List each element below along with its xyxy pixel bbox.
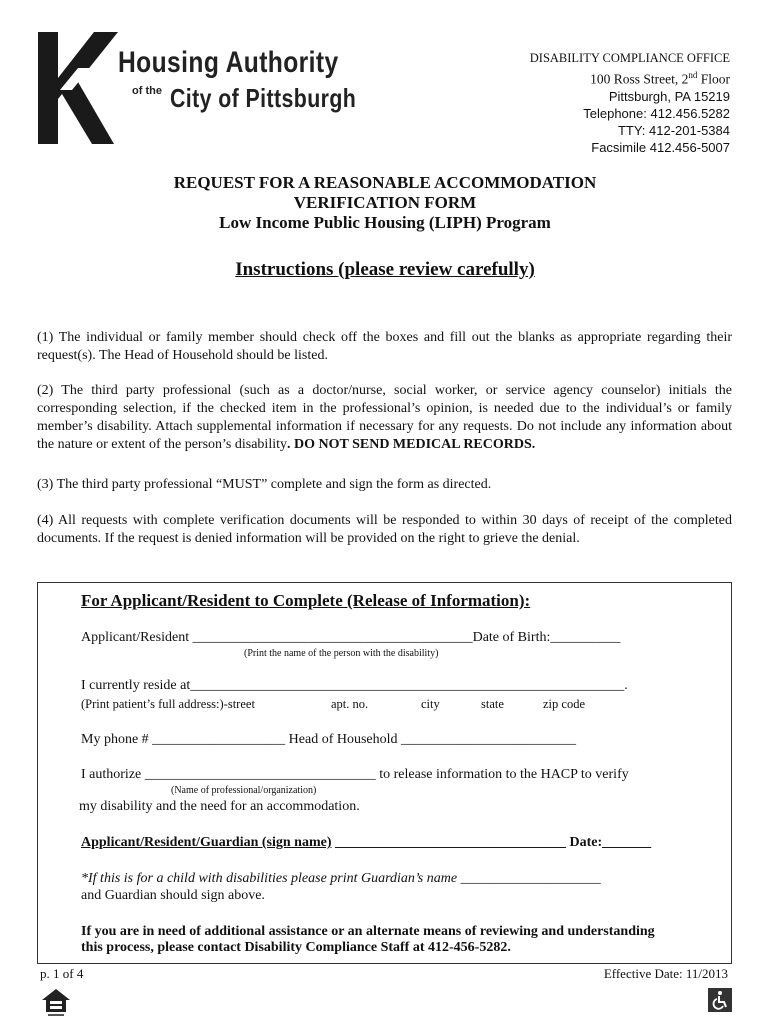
equal-housing-icon: [40, 988, 72, 1018]
instructions-heading: Instructions (please review carefully): [235, 259, 535, 280]
addr-hint-street: (Print patient’s full address:)-street: [81, 697, 255, 711]
child-note-row: *If this is for a child with disabilities please print Guardian’s name ____________________: [81, 871, 601, 886]
logo-title-line1: Housing Authority: [118, 46, 339, 79]
logo-title-line2: City of Pittsburgh: [170, 83, 357, 113]
addr-hint-state: state: [481, 697, 504, 711]
signature-field[interactable]: _________________________________: [334, 835, 566, 850]
title-line1: REQUEST FOR A REASONABLE ACCOMMODATION: [173, 173, 597, 192]
reside-row: I currently reside at______________________________________________________________.: [81, 678, 628, 693]
page-number: p. 1 of 4: [40, 966, 84, 981]
form-title: [0, 173, 770, 233]
accessibility-icon: [708, 988, 732, 1012]
instruction-3: (3) The third party professional “MUST” complete and sign the form as directed.: [37, 477, 492, 492]
head-of-household-field[interactable]: _________________________: [401, 732, 577, 747]
addr-hint-city: city: [421, 697, 440, 711]
title-line2: VERIFICATION FORM: [293, 193, 477, 212]
professional-name-field[interactable]: _________________________________: [144, 767, 376, 782]
signature-date-field[interactable]: _______: [602, 835, 652, 850]
applicant-hint: (Print the name of the person with the disability): [244, 648, 439, 659]
date-of-birth-field[interactable]: __________: [550, 630, 621, 645]
phone-row: My phone # ___________________ Head of Household _________________________: [81, 732, 577, 747]
office-tty: TTY: 412-201-5384: [617, 122, 730, 138]
authorize-row: I authorize _________________________________ to release information to the HACP to verify: [81, 767, 629, 782]
authorize-line2: my disability and the need for an accommodation.: [79, 799, 360, 814]
instruction-1: (1) The individual or family member should check off the boxes and fill out the blanks as appropriate regarding their request(s). The Head of Household should be listed.: [37, 330, 732, 363]
child-note-line2: and Guardian should sign above.: [81, 888, 265, 903]
assistance-note: If you are in need of additional assistance or an alternate means of reviewing and understanding this process, please contact Disability Compliance Staff at 412-456-5282.: [81, 924, 655, 955]
instruction-4: (4) All requests with complete verification documents will be responded to within 30 days of receipt of the completed documents. If the request is denied information will be provided on the right to grieve the denial.: [37, 513, 732, 546]
address-field[interactable]: ______________________________________________________________.: [190, 678, 628, 693]
office-telephone: Telephone: 412.456.5282: [583, 105, 730, 121]
form-heading: For Applicant/Resident to Complete (Release of Information):: [81, 591, 531, 610]
applicant-name-field[interactable]: ________________________________________: [192, 630, 473, 645]
title-line3: Low Income Public Housing (LIPH) Program: [219, 213, 551, 232]
office-fax: Facsimile 412.456-5007: [591, 139, 730, 155]
office-name: DISABILITY COMPLIANCE OFFICE: [529, 51, 730, 65]
guardian-name-field[interactable]: ____________________: [460, 871, 601, 886]
addr-hint-apt: apt. no.: [331, 697, 369, 711]
instruction-2: (2) The third party professional (such as a doctor/nurse, social worker, or service agency counselor) initials the corresponding selection, if the checked item in the professional’s opinion, is needed due to the individual’s or family member’s disability. Attach supplemental information if necessary for any requests. Do not include any information about the nature or extent of the person’s disability. DO NOT SEND MEDICAL RECORDS.: [37, 383, 732, 452]
office-city: Pittsburgh, PA 15219: [608, 88, 730, 104]
office-address: [530, 50, 730, 156]
logo-of-the: of the: [132, 85, 162, 97]
addr-hint-zip: zip code: [543, 697, 585, 711]
office-street: 100 Ross Street, 2nd Floor: [590, 70, 730, 87]
hacp-logo-mark: [38, 32, 118, 144]
phone-field[interactable]: ___________________: [152, 732, 286, 747]
applicant-row: Applicant/Resident ________________________________________Date of Birth:__________: [81, 630, 621, 645]
signature-row: Applicant/Resident/Guardian (sign name) _________________________________ Date:_______: [81, 835, 652, 850]
authorize-hint: (Name of professional/organization): [171, 785, 317, 796]
effective-date: Effective Date: 11/2013: [603, 966, 728, 981]
